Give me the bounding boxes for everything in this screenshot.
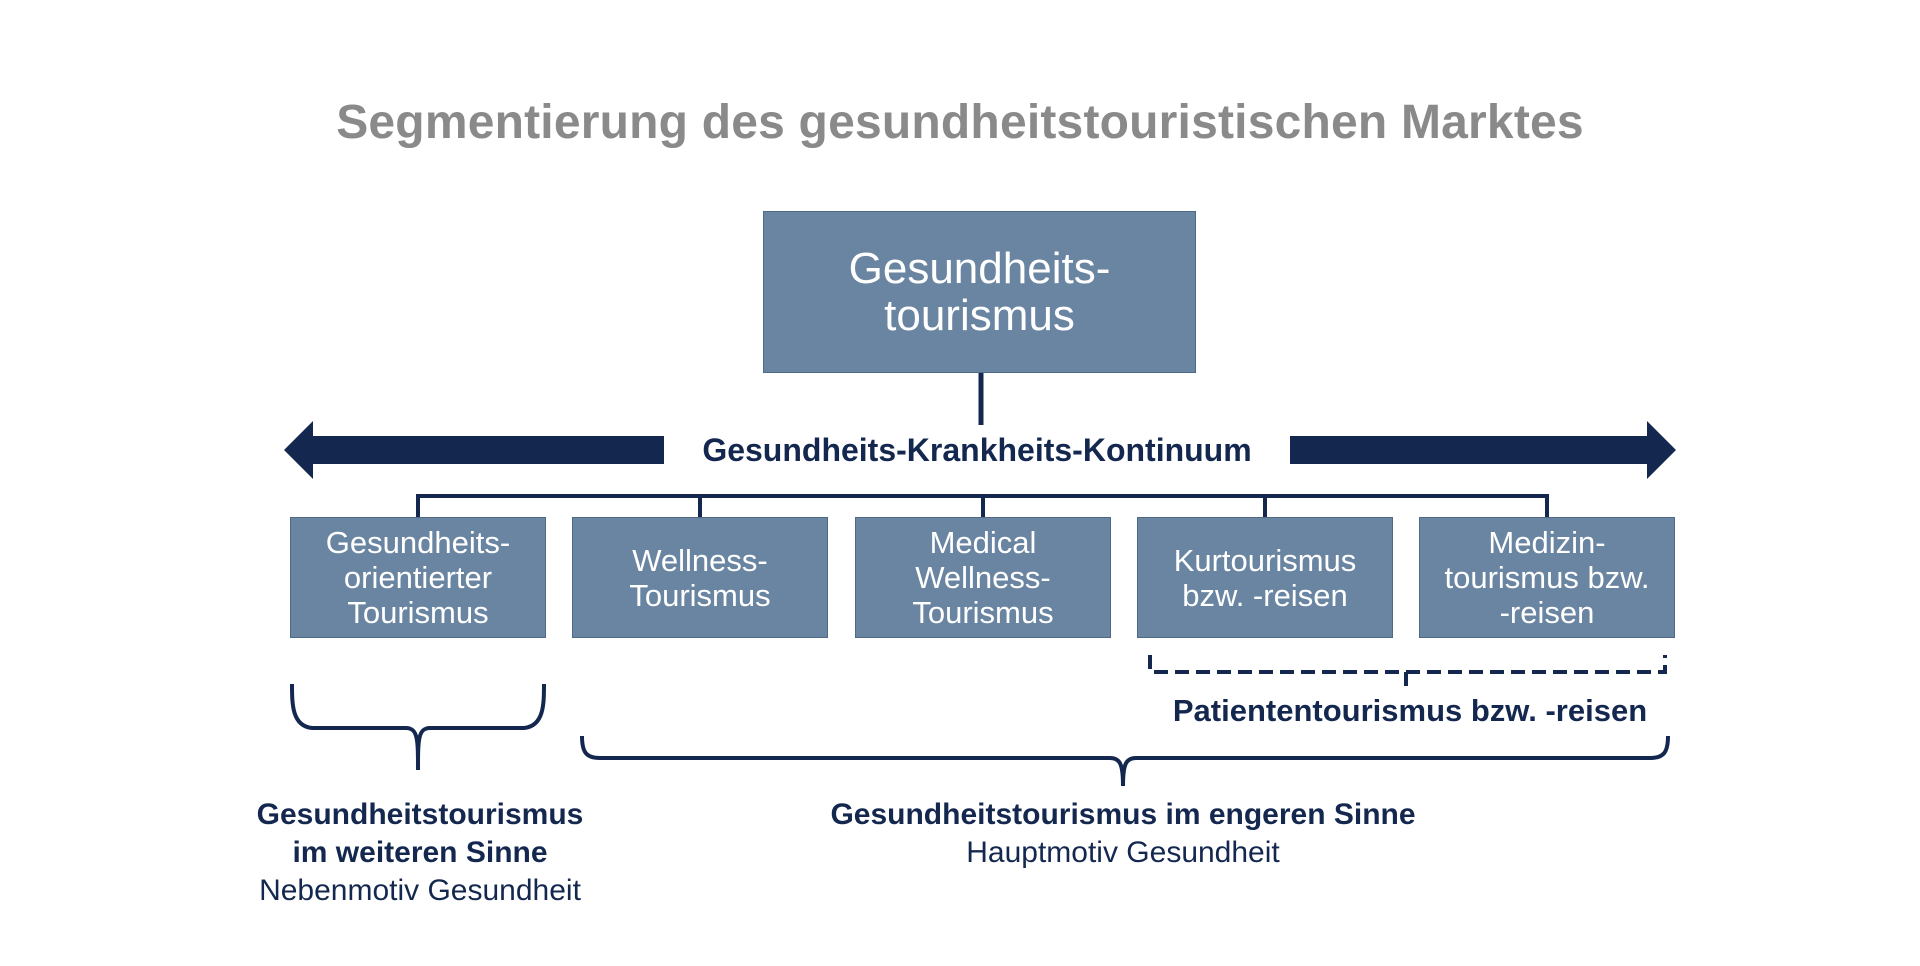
weiteren-line1: Gesundheitstourismus: [256, 798, 584, 831]
segment-label: Gesundheits- orientierter Tourismus: [325, 525, 511, 630]
brace-engeren: [582, 736, 1668, 786]
segment-label: Medical Wellness- Tourismus: [912, 525, 1054, 630]
patienten-label: Patiententourismus bzw. -reisen: [1172, 693, 1648, 728]
continuum-arrow-left-head: [284, 421, 313, 479]
segment-label: Wellness- Tourismus: [629, 542, 771, 613]
segment-label: Kurtourismus bzw. -reisen: [1173, 542, 1357, 613]
page-title: Segmentierung des gesundheitstouristischen Marktes: [336, 96, 1584, 149]
continuum-label: Gesundheits-Krankheits-Kontinuum: [664, 425, 1290, 475]
segment-kurtourismus: [1137, 517, 1393, 638]
brace-weiteren: [292, 684, 544, 770]
continuum-arrow-right-head: [1647, 421, 1676, 479]
segment-label: Medizin- tourismus bzw. -reisen: [1444, 525, 1650, 630]
segment-gesundheitsorientiert: [290, 517, 546, 638]
weiteren-sinne-caption: [170, 796, 670, 910]
segment-medizintourismus: [1419, 517, 1675, 638]
segment-wellness: [572, 517, 828, 638]
segment-medical-wellness: [855, 517, 1111, 638]
engeren-motive: Hauptmotiv Gesundheit: [966, 836, 1280, 869]
patienten-dashed-bracket: [1150, 655, 1665, 688]
engeren-line1: Gesundheitstourismus im engeren Sinne: [830, 798, 1416, 831]
continuum-arrow-right-shaft: [1286, 436, 1650, 464]
root-box: [763, 211, 1196, 373]
engeren-sinne-caption: [700, 796, 1546, 872]
root-label: Gesundheits- tourismus: [848, 244, 1111, 340]
continuum-arrow-left-shaft: [310, 436, 670, 464]
weiteren-motive: Nebenmotiv Gesundheit: [259, 874, 581, 907]
weiteren-line2: im weiteren Sinne: [292, 836, 548, 869]
